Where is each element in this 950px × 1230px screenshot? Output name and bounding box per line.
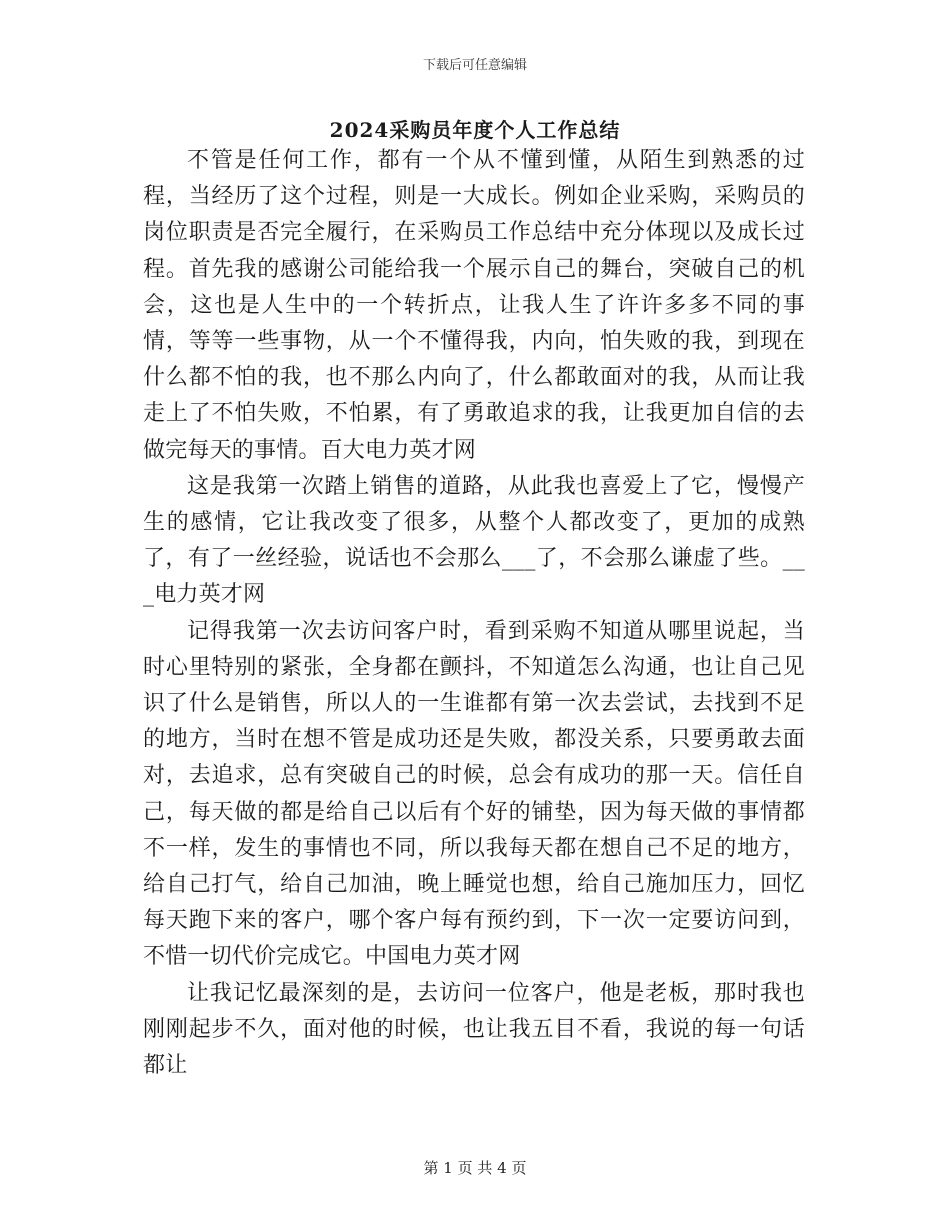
paragraph-3: 记得我第一次去访问客户时，看到采购不知道从哪里说起，当时心里特别的紧张，全身都在颤抖，不知道怎么沟通，也让自己见识了什么是销售，所以人的一生谁都有第一次去尝试，去找到不足的地方，当时在想不管是成功还是失败，都没关系，只要勇敢去面对，去追求，总有突破自己的时候，总会有成功的那一天。信任自己，每天做的都是给自己以后有个好的铺垫，因为每天做的事情都不一样，发生的事情也不同，所以我每天都在想自己不足的地方，给自己打气，给自己加油，晚上睡觉也想，给自己施加压力，回忆每天跑下来的客户，哪个客户每有预约到，下一次一定要访问到，不惜一切代价完成它。中国电力英才网 xyxy=(143,618,805,970)
paragraph-4: 让我记忆最深刻的是，去访问一位客户，他是老板，那时我也刚刚起步不久，面对他的时候，也让我五目不看，我说的每一句话都让 xyxy=(143,980,805,1079)
paragraph-2: 这是我第一次踏上销售的道路，从此我也喜爱上了它，慢慢产生的感情，它让我改变了很多，从整个人都改变了，更加的成熟了，有了一丝经验，说话也不会那么___了，不会那么谦虚了些。___电力英才网 xyxy=(143,473,805,608)
page-number: 第 1 页 共 4 页 xyxy=(423,1159,527,1177)
header-note: 下载后可任意编辑 xyxy=(422,58,527,73)
page-title: 2024采购员年度个人工作总结 xyxy=(329,118,621,142)
document-body xyxy=(143,143,805,1084)
paragraph-1: 不管是任何工作，都有一个从不懂到懂，从陌生到熟悉的过程，当经历了这个过程，则是一大成长。例如企业采购，采购员的岗位职责是否完全履行，在采购员工作总结中充分体现以及成长过程。首先我的感谢公司能给我一个展示自己的舞台，突破自己的机会，这也是人生中的一个转折点，让我人生了许许多多不同的事情，等等一些事物，从一个不懂得我，内向，怕失败的我，到现在什么都不怕的我，也不那么内向了，什么都敢面对的我，从而让我走上了不怕失败，不怕累，有了勇敢追求的我，让我更加自信的去做完每天的事情。百大电力英才网 xyxy=(143,148,805,463)
